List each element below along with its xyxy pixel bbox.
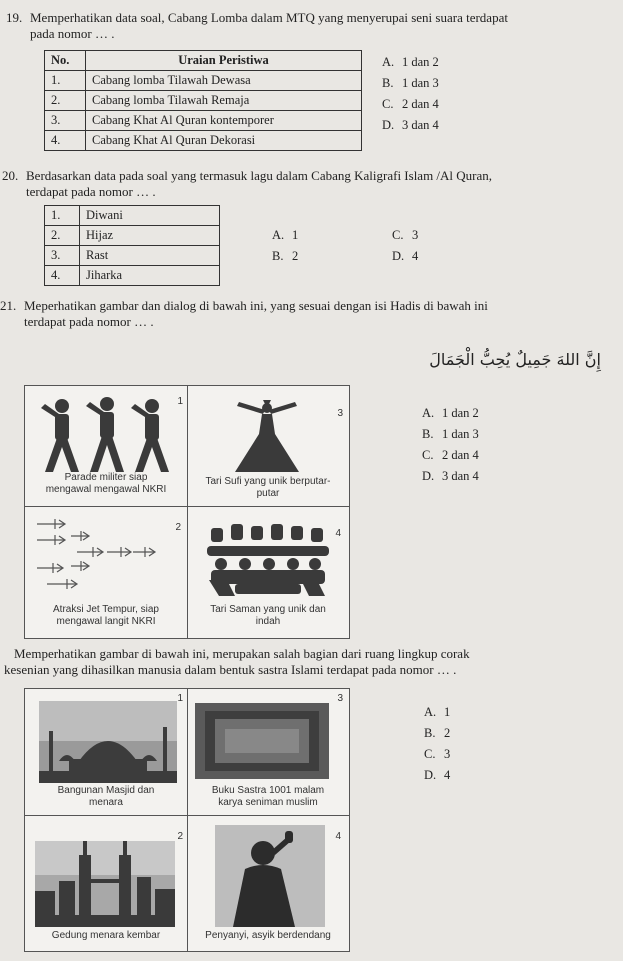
jet-formation-illustration [31,516,161,592]
question-20-text: Berdasarkan data pada soal yang termasuk lagu dalam Cabang Kaligrafi Islam /Al Quran, terdapat pada nomor … . [26,168,493,199]
table-row: 2. Cabang lomba Tilawah Remaja [45,91,362,111]
option-d[interactable]: D. 4 [424,768,451,782]
mosque-photo [39,701,177,783]
image-caption: Atraksi Jet Tempur, siap mengawal langit NKRI [53,604,159,627]
question-22-options [424,702,450,786]
soldiers-illustration [37,392,177,474]
image-caption: Parade militer siap mengawal mengawal NKRI [45,472,167,495]
table-row: 2. Hijaz [45,226,220,246]
option-b[interactable]: B. 1 dan 3 [382,76,439,90]
question-21-options [422,403,479,487]
option-c[interactable]: C. 2 dan 4 [382,97,439,111]
option-d[interactable]: D. 4 [392,249,419,263]
option-d[interactable]: D. 3 dan 4 [382,118,439,132]
option-d[interactable]: D. 3 dan 4 [422,469,479,483]
singer-photo [215,825,325,927]
option-c[interactable]: C. 3 [392,228,419,242]
question-20-number: 20. [2,168,19,183]
image-caption: Buku Sastra 1001 malam karya seniman muslim [211,785,325,808]
option-c[interactable]: C. 2 dan 4 [422,448,479,462]
question-22-text: Memperhatikan gambar di bawah ini, merupakan salah bagian dari ruang lingkup corak kesenian yang dihasilkan manusia dalam bentuk sastra Islami terdapat pada nomor … . [4,646,470,677]
question-22-image-panel [24,688,350,952]
table-row: 4. Jiharka [45,266,220,286]
image-caption: Bangunan Masjid dan menara [57,785,155,808]
image-caption: Tari Sufi yang unik berputar- putar [205,476,331,499]
image-cell-1: 1 Parade militer siap mengawal mengawal NKRI [25,386,188,507]
question-19-table [44,50,362,151]
question-21-text: Meperhatikan gambar dan dialog di bawah ini, yang sesuai dengan isi Hadis di bawah ini terdapat pada nomor … . [24,298,488,329]
table-row: 1. Diwani [45,206,220,226]
image-caption: Penyanyi, asyik berdendang [205,930,331,941]
image-cell-2: 2 Atraksi Jet Tempur, siap mengawal langit NKRI [25,506,188,638]
option-a[interactable]: A. 1 [272,228,299,242]
option-a[interactable]: A. 1 dan 2 [382,55,439,69]
option-b[interactable]: B. 1 dan 3 [422,427,479,441]
sufi-dancer-illustration [227,400,307,474]
table-row: 4. Cabang Khat Al Quran Dekorasi [45,131,362,151]
question-20-table [44,205,220,286]
question-21-image-panel [24,385,350,639]
image-cell-3: 3 Buku Sastra 1001 malam karya seniman muslim [187,689,349,816]
image-cell-3: 3 Tari Sufi yang unik berputar- putar [187,386,349,507]
image-cell-2: 2 Gedung menara kembar [25,815,188,951]
image-caption: Tari Saman yang unik dan indah [210,604,326,627]
table-header-row: No. Uraian Peristiwa [45,51,362,71]
image-cell-4: 4 Tari Saman yang unik dan indah [187,506,349,638]
table-row: 3. Rast [45,246,220,266]
question-19-options [382,52,439,136]
question-19-number: 19. [6,10,23,25]
table-row: 3. Cabang Khat Al Quran kontemporer [45,111,362,131]
book-photo [195,703,329,779]
question-21-number: 21. [0,298,17,313]
image-caption: Gedung menara kembar [51,930,161,941]
image-cell-4: 4 Penyanyi, asyik berdendang [187,815,349,951]
option-a[interactable]: A. 1 [424,705,451,719]
saman-dancers-illustration [205,520,331,600]
question-19-text: Memperhatikan data soal, Cabang Lomba dalam MTQ yang menyerupai seni suara terdapat pada nomor … . [30,10,508,41]
twin-towers-photo [35,841,175,927]
hadith-text: إِنَّ اللهَ جَمِيلٌ يُحِبُّ الْجَمَالَ [429,350,601,369]
option-c[interactable]: C. 3 [424,747,451,761]
question-20-options [272,225,442,267]
option-a[interactable]: A. 1 dan 2 [422,406,479,420]
table-row: 1. Cabang lomba Tilawah Dewasa [45,71,362,91]
option-b[interactable]: B. 2 [272,249,299,263]
option-b[interactable]: B. 2 [424,726,451,740]
image-cell-1: 1 Bangunan Masjid dan menara [25,689,188,816]
